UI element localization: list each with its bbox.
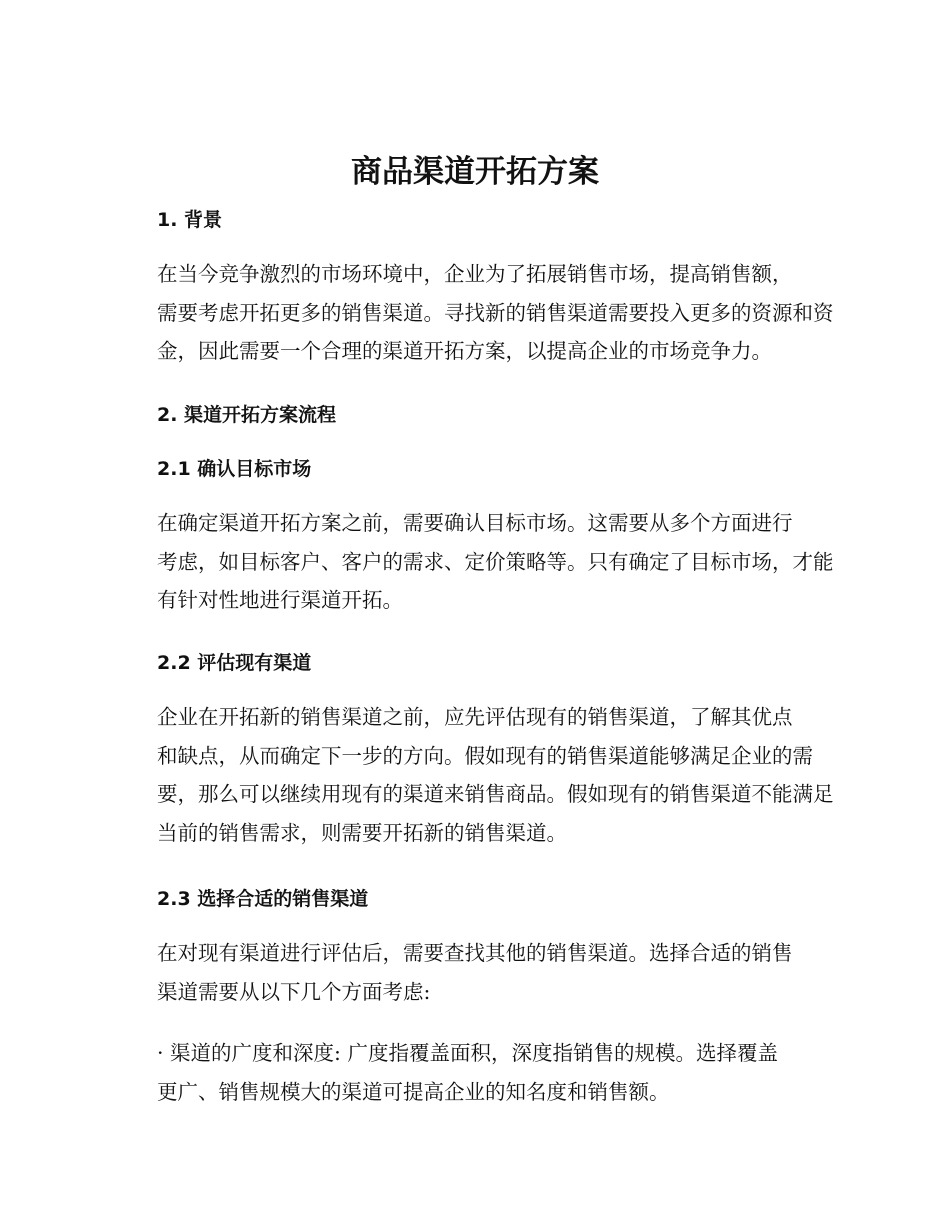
paragraph-line: 金，因此需要一个合理的渠道开拓方案，以提高企业的市场竞争力。: [157, 339, 772, 363]
paragraph-line: 企业在开拓新的销售渠道之前，应先评估现有的销售渠道，了解其优点: [157, 705, 793, 729]
bullet-line: 更广、销售规模大的渠道可提高企业的知名度和销售额。: [157, 1079, 670, 1104]
paragraph-evaluate-channels: [113, 698, 833, 852]
section-heading-background: 1. 背景: [157, 209, 223, 231]
paragraph-line: 和缺点，从而确定下一步的方向。假如现有的销售渠道能够满足企业的需: [157, 743, 813, 768]
section-heading-evaluate-channels: 2.2 评估现有渠道: [157, 652, 312, 674]
paragraph-line: 在确定渠道开拓方案之前，需要确认目标市场。这需要从多个方面进行: [157, 511, 793, 535]
paragraph-line: 在当今竞争激烈的市场环境中，企业为了拓展销售市场，提高销售额，: [157, 262, 793, 286]
paragraph-line: 渠道需要从以下几个方面考虑:: [157, 979, 431, 1004]
paragraph-background: [113, 255, 833, 371]
document-title: 商品渠道开拓方案: [351, 154, 599, 190]
section-heading-target-market: 2.1 确认目标市场: [157, 458, 312, 480]
paragraph-select-channels: [113, 934, 833, 1011]
bullet-item-breadth-depth: [113, 1034, 833, 1111]
paragraph-line: 有针对性地进行渠道开拓。: [157, 588, 403, 612]
paragraph-line: 考虑，如目标客户、客户的需求、定价策略等。只有确定了目标市场，才能: [157, 549, 834, 574]
paragraph-line: 在对现有渠道进行评估后，需要查找其他的销售渠道。选择合适的销售: [157, 941, 793, 965]
paragraph-line: 要，那么可以继续用现有的渠道来销售商品。假如现有的销售渠道不能满足: [157, 782, 834, 806]
section-heading-process: 2. 渠道开拓方案流程: [157, 404, 337, 426]
paragraph-line: 需要考虑开拓更多的销售渠道。寻找新的销售渠道需要投入更多的资源和资: [157, 300, 834, 325]
paragraph-target-market: [113, 504, 833, 620]
paragraph-line: 当前的销售需求，则需要开拓新的销售渠道。: [157, 820, 567, 845]
bullet-line: · 渠道的广度和深度: 广度指覆盖面积，深度指销售的规模。选择覆盖: [157, 1041, 778, 1065]
section-heading-select-channels: 2.3 选择合适的销售渠道: [157, 888, 369, 910]
